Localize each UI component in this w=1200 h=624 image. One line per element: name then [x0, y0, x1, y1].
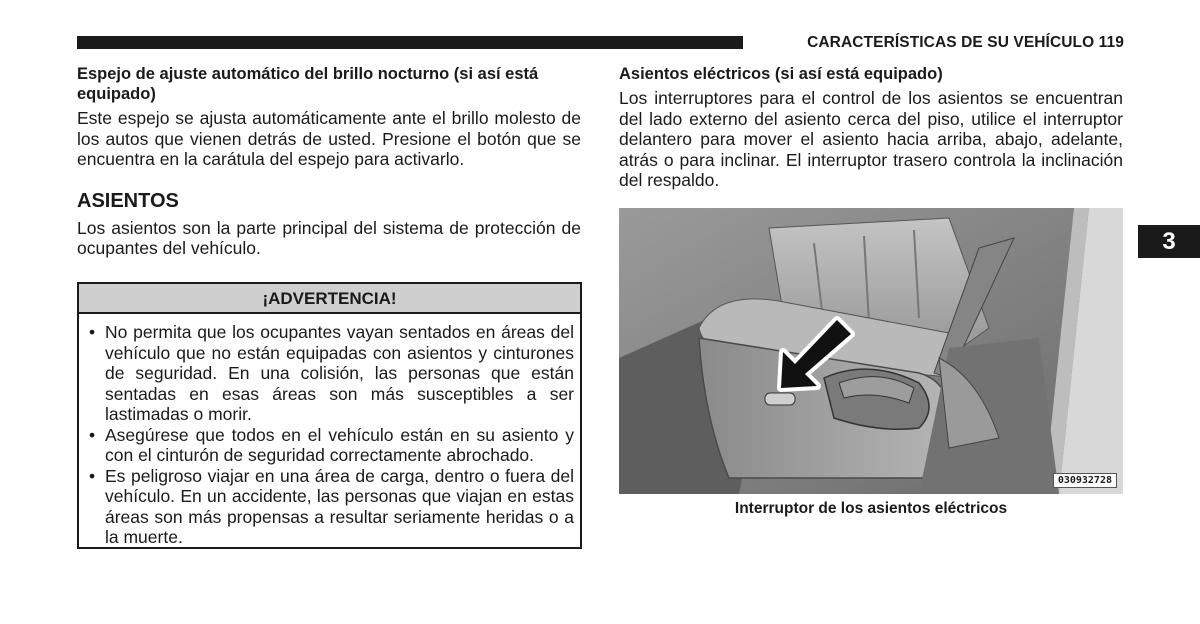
bullet-icon: • — [89, 424, 96, 445]
seats-heading: ASIENTOS — [77, 189, 179, 212]
warning-item-text: Asegúrese que todos en el vehículo están en su asiento y con el cinturón de seguridad correctamente abrochado. — [105, 424, 574, 465]
chapter-tab: 3 — [1138, 225, 1200, 258]
figure-code: 030932728 — [1053, 473, 1117, 488]
power-seats-paragraph: Los interruptores para el control de los asientos se encuentran del lado externo del asiento cerca del piso, utilice el interruptor delantero para mover el asiento hacia arriba, abajo, adelante, atrás o para inclinar. El interruptor trasero controla la inclinación del respaldo. — [619, 88, 1123, 190]
warning-list — [79, 314, 580, 548]
bullet-icon: • — [89, 322, 96, 342]
mirror-heading: Espejo de ajuste automático del brillo nocturno (si así está equipado) — [77, 65, 539, 103]
seats-paragraph: Los asientos son la parte principal del sistema de protección de ocupantes del vehículo. — [77, 217, 581, 258]
header-rule — [77, 36, 743, 49]
warning-item — [89, 466, 574, 548]
warning-item — [89, 425, 574, 466]
warning-box — [77, 282, 582, 549]
warning-item — [89, 322, 574, 425]
power-seats-heading: Asientos eléctricos (si así está equipado) — [619, 65, 943, 83]
right-column — [619, 64, 1123, 191]
left-column — [77, 64, 581, 259]
seat-illustration — [619, 208, 1123, 494]
page-header-title: CARACTERÍSTICAS DE SU VEHÍCULO 119 — [807, 34, 1124, 51]
figure-caption: Interruptor de los asientos eléctricos — [734, 500, 1008, 517]
warning-item-text: No permita que los ocupantes vayan sentados en áreas del vehículo que no están equipadas con asientos y cinturones de seguridad. En una colisión, las personas que están sentadas en esas áreas son más susceptibles a ser lastimadas o morir. — [105, 322, 574, 424]
warning-title: ¡ADVERTENCIA! — [79, 284, 580, 314]
bullet-icon: • — [89, 465, 96, 486]
seat-switch-photo — [619, 208, 1123, 494]
warning-item-text: Es peligroso viajar en una área de carga, dentro o fuera del vehículo. En un accidente, las personas que viajan en estas áreas son más propensas a resultar seriamente heridas o a la muerte. — [105, 465, 574, 547]
mirror-paragraph: Este espejo se ajusta automáticamente ante el brillo molesto de los autos que vienen detrás de usted. Presione el botón que se encuentra en la carátula del espejo para activarlo. — [77, 108, 581, 169]
